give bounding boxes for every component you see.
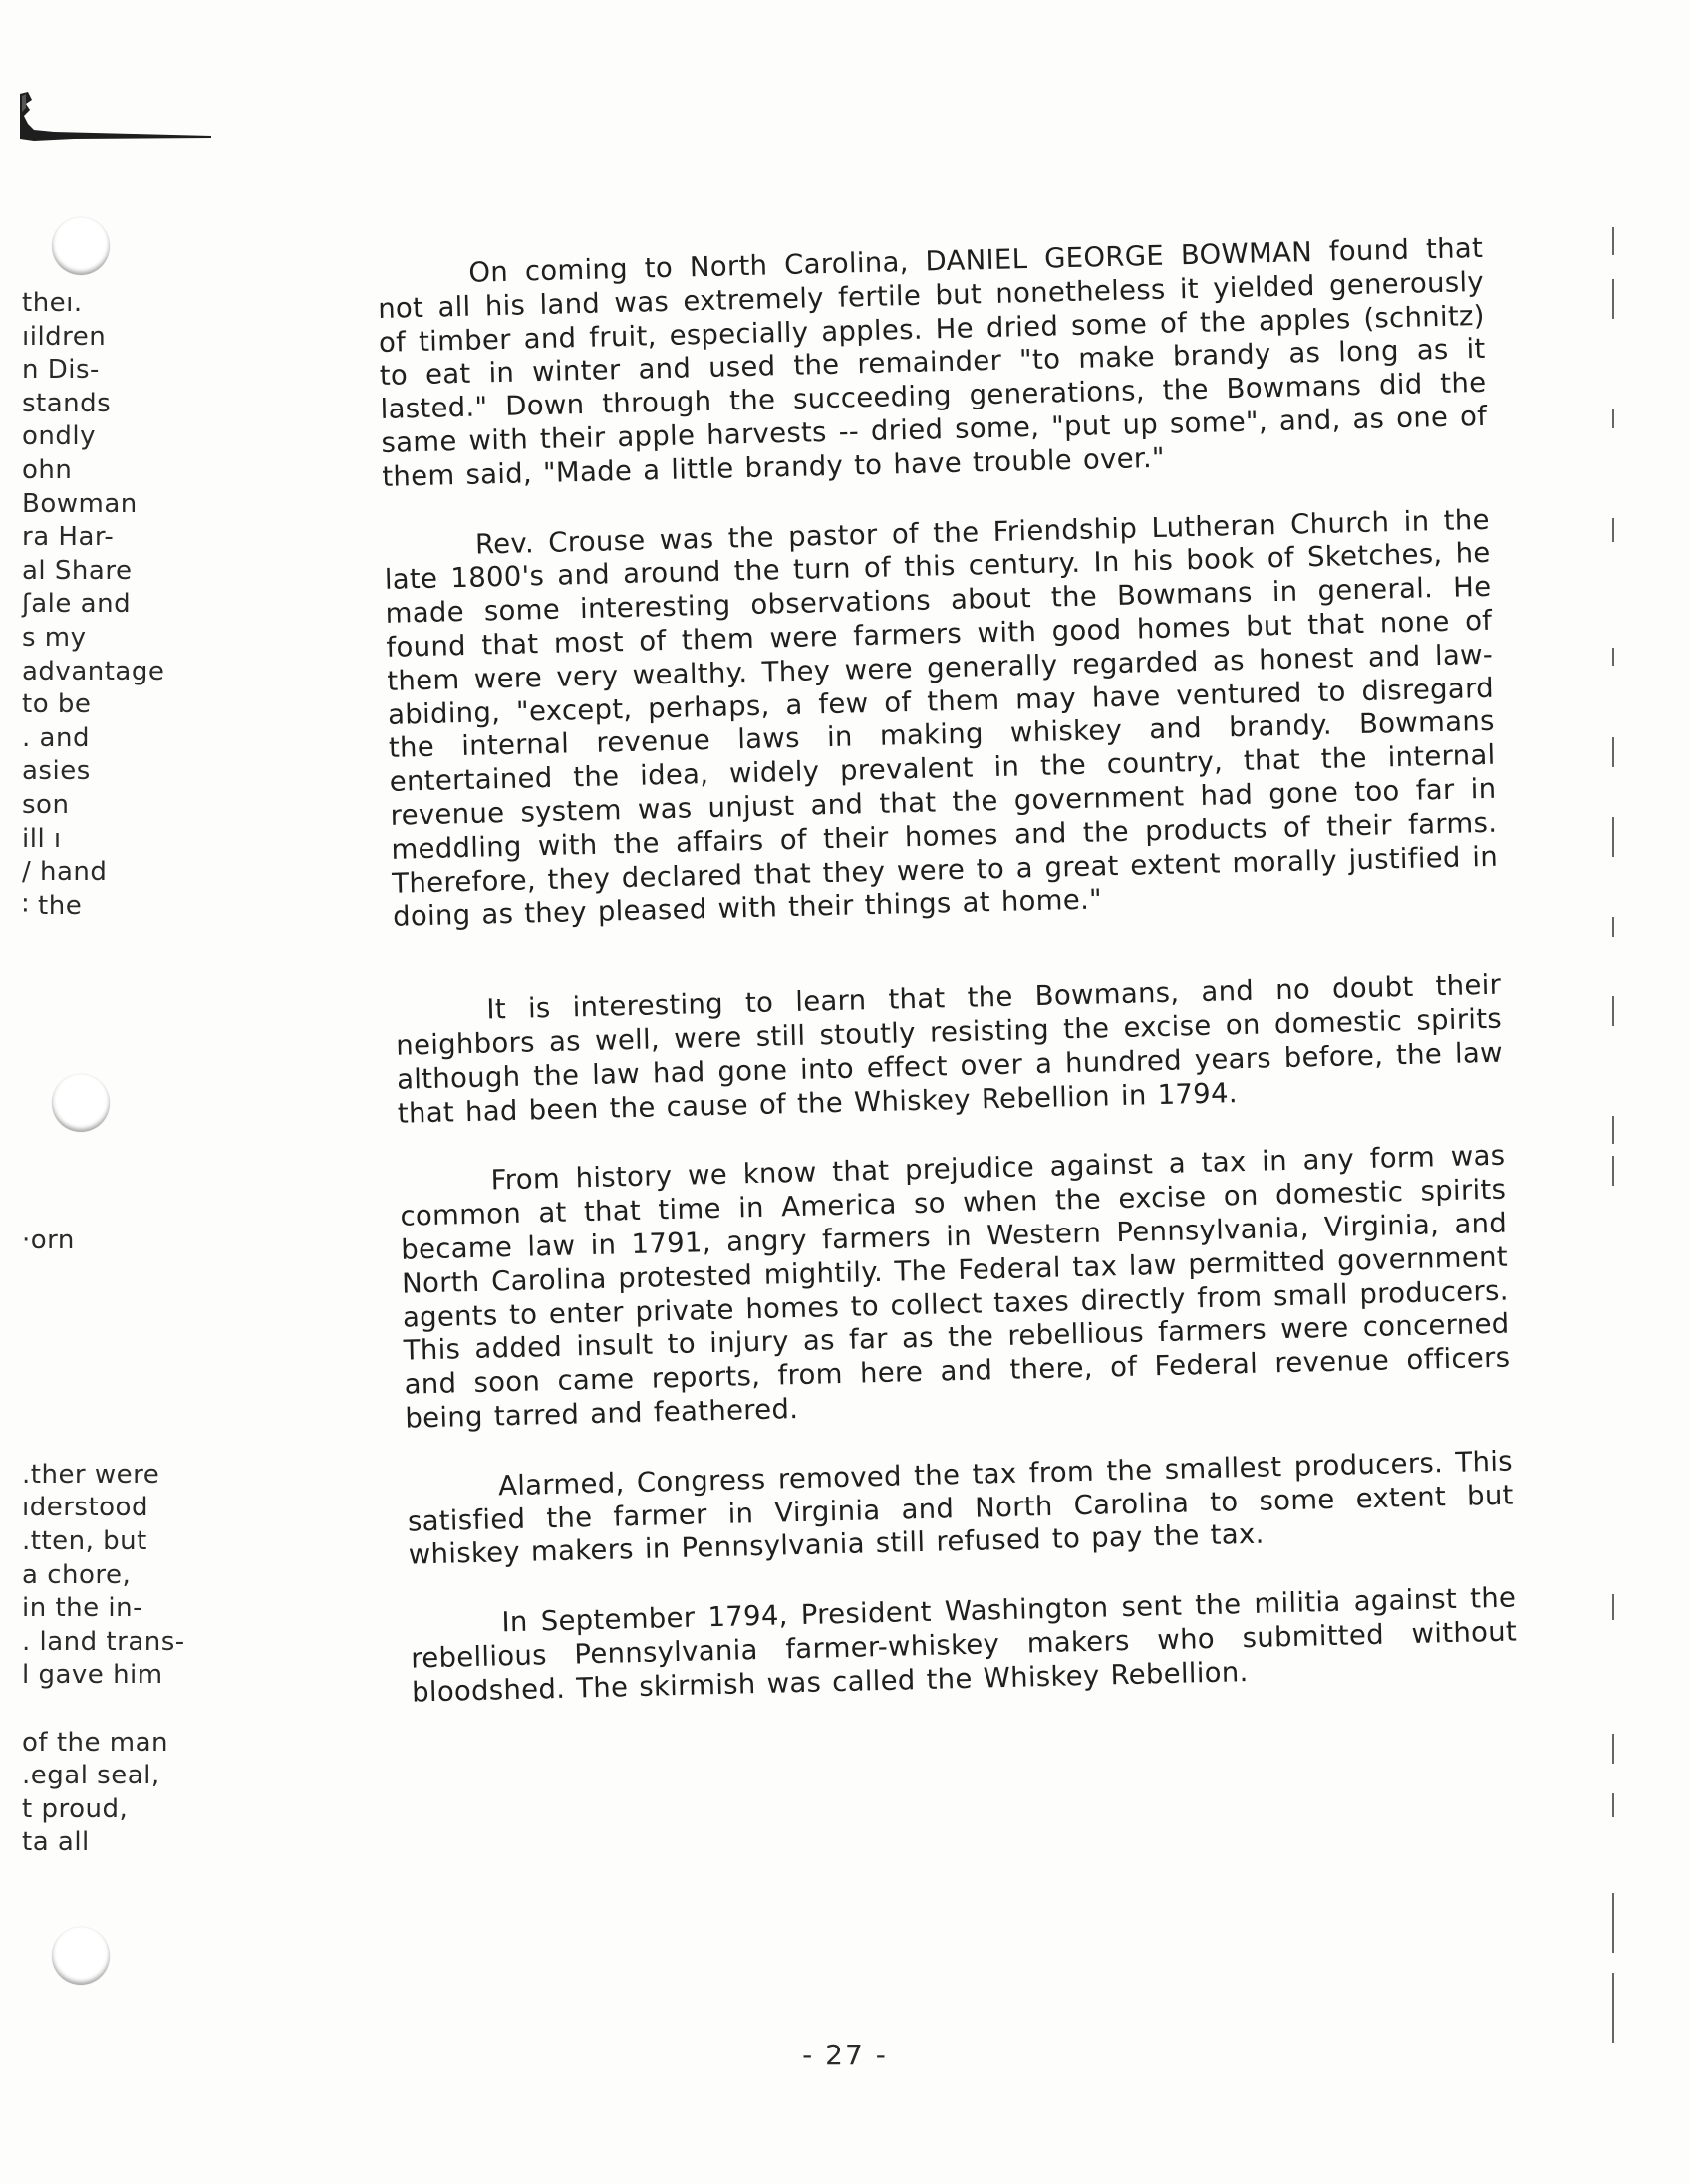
bleed-line: of the man (22, 1727, 168, 1758)
bleed-line: Bowman (22, 488, 138, 519)
bleed-line (22, 1291, 231, 1325)
bleed-line (22, 1090, 231, 1124)
paragraph-congress: Alarmed, Congress removed the tax from the smallest producers. This satisfied the farmer in Virginia and North Carolina to some extent but whiskey makers in Pennsylvania still refused to pay the tax. (407, 1445, 1515, 1571)
bleed-line (22, 1124, 231, 1158)
bleed-line: a chore, (22, 1559, 132, 1590)
bleed-line (22, 1157, 231, 1191)
bleed-line (22, 1057, 231, 1091)
bleed-line: . and (22, 722, 90, 753)
bleed-line (22, 1392, 231, 1426)
bleed-through-column (22, 287, 231, 1860)
bleed-line: ohn (22, 454, 73, 485)
bleed-line: to be (22, 689, 92, 720)
edge-specks (1594, 219, 1614, 2062)
bleed-line (22, 1324, 231, 1358)
bleed-line: asies (22, 756, 91, 787)
paragraph-excise-resistance: It is interesting to learn that the Bowmans, and no doubt their neighbors as well, were still stoutly resisting the excise on domestic spirits although the law had gone into effect over a hundred years before, the law that had been the cause of the Whiskey Rebellion in 1794. (395, 968, 1504, 1130)
bleed-line: theı. (22, 288, 83, 318)
bleed-line: ıderstood (22, 1493, 148, 1523)
bleed-line: ta all (22, 1827, 90, 1858)
bleed-line: son (22, 789, 70, 820)
bleed-line: in the in- (22, 1593, 142, 1624)
torn-corner-mark (14, 86, 213, 145)
bleed-line: ondly (22, 421, 96, 452)
bleed-line (22, 923, 231, 956)
bleed-line: ·orn (22, 1225, 75, 1255)
bleed-line (22, 989, 231, 1023)
bleed-line (22, 1693, 231, 1727)
bleed-line: t proud, (22, 1793, 129, 1824)
page-number: - 27 - (802, 2039, 888, 2071)
bleed-line: n Dis- (22, 355, 100, 386)
bleed-line: ill ı (22, 823, 62, 854)
paragraph-rev-crouse: Rev. Crouse was the pastor of the Friendship Lutheran Church in the late 1800's and around the turn of this century. In his book of Sketches, he made some interesting observations about the Bowmans in general. He found that most of them were farmers with good homes but that none of them were very wealthy. They were generally regarded as honest and law-abiding, "except, perhaps, a few of them may have ventured to disregard the internal revenue laws in making whiskey and brandy. Bowmans entertained the idea, widely prevalent in the country, that the internal revenue system was unjust and that the government had gone too far in meddling with the affairs of their homes and the products of their farms. Therefore, they declared that they were to a great extent morally justified in doing as they pleased with their things at home." (384, 503, 1499, 934)
bleed-line (22, 1257, 231, 1291)
bleed-line: ra Har- (22, 522, 115, 553)
bleed-line: s my (22, 622, 87, 653)
bleed-line: .egal seal, (22, 1761, 160, 1791)
bleed-line: ıildren (22, 321, 107, 352)
body-text (377, 232, 1519, 1746)
bleed-line: ʃale and (22, 589, 132, 620)
paragraph-apples: On coming to North Carolina, DANIEL GEORGE BOWMAN found that not all his land was extremely fertile but nonetheless it yielded generously of timber and fruit, especially apples. He dried some of the apples (schnitz) to eat in winter and used the remainder "to make brandy as long as it lasted." Down through the succeeding generations, the Bowmans did the same with their apple harvests -- dried some, "put up some", and, as one of them said, "Made a little brandy to have trouble over." (377, 231, 1488, 493)
bleed-line: ∶ the (22, 890, 83, 921)
bleed-line: l gave him (22, 1660, 163, 1691)
bleed-line: stands (22, 388, 112, 418)
bleed-line: .tten, but (22, 1525, 147, 1556)
bleed-line: advantage (22, 656, 165, 686)
paragraph-washington: In September 1794, President Washington sent the militia against the rebellious Pennsylvania farmer-whiskey makers who submitted without bloodshed. The skirmish was called the Whiskey Rebellion. (410, 1581, 1518, 1709)
bleed-line (22, 1191, 231, 1225)
bleed-line: .ther were (22, 1459, 160, 1490)
paragraph-history: From history we know that prejudice against a tax in any form was common at that time in America so when the excise on domestic spirits became law in 1791, angry farmers in Western Pennsylvania, Virginia, and North Carolina protested mightily. The Federal tax law permitted government agents to enter private homes to collect taxes directly from small producers. This added insult to injury as far as the rebellious farmers were concerned and soon came reports, from here and there, of Federal revenue officers being tarred and feathered. (400, 1139, 1511, 1435)
bleed-line (22, 1425, 231, 1459)
bleed-line: al Share (22, 555, 133, 586)
bleed-line (22, 1023, 231, 1057)
bleed-line (22, 1358, 231, 1392)
bleed-line: . land trans- (22, 1626, 185, 1657)
bleed-line: ∕ hand (22, 857, 108, 888)
punch-hole-top (52, 217, 110, 275)
punch-hole-bottom (52, 1927, 110, 1985)
bleed-line (22, 956, 231, 990)
